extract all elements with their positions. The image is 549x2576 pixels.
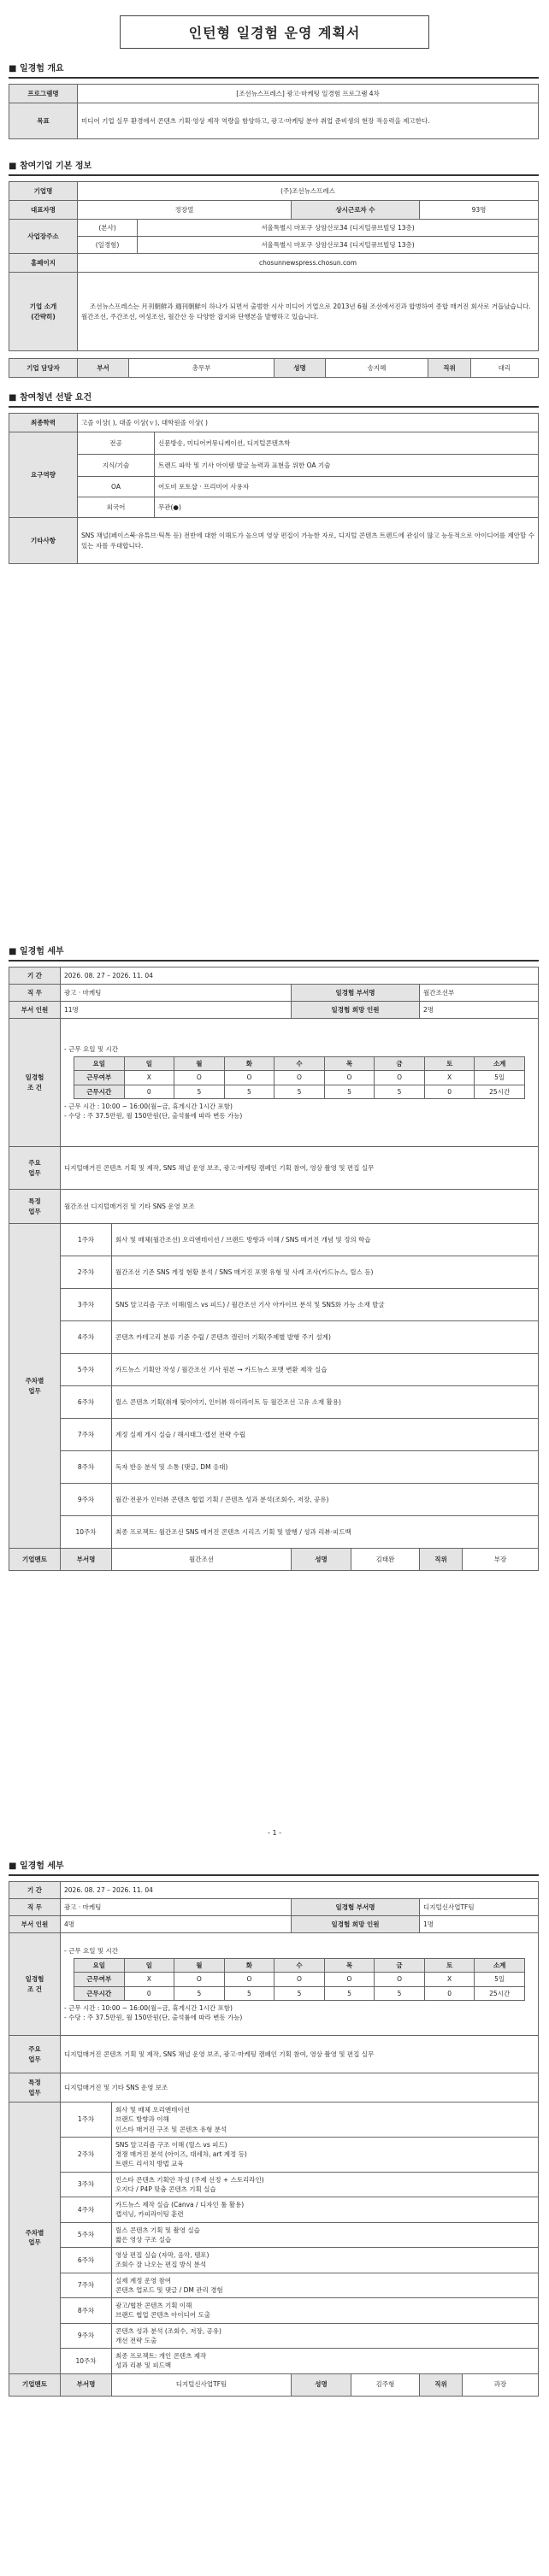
week-label: 9주차 [61, 1484, 112, 1516]
label-count: 부서 인원 [9, 1002, 61, 1019]
label-staff: 상시근로자 수 [292, 201, 420, 220]
plan1-table [9, 967, 539, 1571]
req-skill: 트렌드 파악 및 기사 아이템 발굴 능력과 표현을 위한 OA 기술 [155, 455, 539, 477]
label-company-name: 기업명 [9, 182, 78, 201]
day-cell: 요일 [74, 1959, 125, 1973]
section-requirements-heading: ■ 참여청년 선발 요건 [9, 390, 549, 403]
work-hours-cell: 5 [274, 1986, 325, 2000]
week-task: 최종 프로젝트: 월간조선 SNS 매거진 콘텐츠 시리즈 기획 및 발행 / 성과 리뷰·피드백 [112, 1516, 539, 1549]
period: 2026. 08. 27 – 2026. 11. 04 [61, 967, 539, 985]
page-2 [0, 940, 549, 1846]
label-dept: 일경험 부서명 [292, 985, 420, 1002]
section-company-heading: ■ 참여기업 기본 정보 [9, 158, 549, 171]
req-major-tag: 전공 [78, 432, 155, 455]
week-label: 4주차 [61, 2197, 112, 2223]
label-mentor-dept: 부서명 [61, 1549, 112, 1571]
req-oa: 어도비 포토샵 · 프리미어 사용자 [155, 477, 539, 497]
label-goal: 목표 [9, 103, 78, 139]
company-intro: 조선뉴스프레스는 月刊朝鮮과 週刊朝鮮이 하나가 되면서 출범한 시사 미디어 기업으로 2013년 6월 조선에서진과 합병하여 종합 매거진 회사로 거듭났습니다. 월간조선, 주간조선, 여성조선, 월간산 등 다양한 잡지와 단행본을 발행하고 있습니다. [78, 273, 539, 351]
work-hours-cell: 근무시간 [74, 1085, 125, 1098]
address-hq: 서울특별시 마포구 상암산로34 (디지털큐브빌딩 13층) [138, 220, 539, 237]
label-job: 직 무 [9, 985, 61, 1002]
day-cell: 수 [274, 1057, 325, 1071]
work-hours-cell: 5 [375, 1085, 425, 1098]
cond-pay: - 수당 : 주 37.5만원, 월 150만원(단, 출석률에 따라 변동 가능) [64, 2014, 243, 2021]
work-flag-cell: O [224, 1973, 274, 1986]
work-flag-cell: 5일 [475, 1973, 525, 1986]
page-3 [0, 1855, 549, 2576]
manager-position: 대리 [471, 359, 539, 378]
label-mgr-pos: 직위 [428, 359, 471, 378]
day-cell: 월 [174, 1057, 225, 1071]
week-label: 8주차 [61, 2298, 112, 2324]
week-task: 회사 및 매체 오리엔테이션 브랜드 방향과 이해 인스타 매거진 구조 및 콘텐츠 유형 분석 [112, 2103, 539, 2138]
req-lang-tag: 외국어 [78, 497, 155, 518]
education: 고졸 이상( ), 대졸 이상(ｖ), 대학원졸 이상( ) [78, 414, 539, 432]
work-flag-cell: O [274, 1071, 325, 1085]
week-label: 4주차 [61, 1321, 112, 1354]
day-cell: 수 [274, 1959, 325, 1973]
work-hours-cell: 5 [324, 1085, 375, 1098]
section-plan1-heading: ■ 일경험 세부 [9, 944, 549, 956]
week-task: 콘텐츠 성과 분석 (조회수, 저장, 공유) 개선 전략 도출 [112, 2323, 539, 2349]
day-cell: 소계 [475, 1959, 525, 1973]
label-website: 홈페이지 [9, 254, 78, 273]
week-label: 10주차 [61, 1516, 112, 1549]
divider [9, 960, 539, 962]
cond-pay: - 수당 : 주 37.5만원, 월 150만원(단, 출석률에 따라 변동 가능) [64, 1112, 243, 1120]
staff-count: 93명 [420, 201, 539, 220]
work-flag-cell: O [324, 1071, 375, 1085]
divider [9, 77, 539, 79]
week-task: 회사 및 매체(월간조선) 오리엔테이션 / 브랜드 방향과 이해 / SNS 매거진 개념 및 정의 학습 [112, 1224, 539, 1256]
work-hours-cell: 25시간 [475, 1986, 525, 2000]
dept: 월간조선부 [420, 985, 539, 1002]
hire-count: 1명 [420, 1916, 539, 1933]
hire-count: 2명 [420, 1002, 539, 1019]
week-label: 9주차 [61, 2323, 112, 2349]
req-major: 신문방송, 미디어커뮤니케이션, 디지털콘텐츠학 [155, 432, 539, 455]
dept-count: 11명 [61, 1002, 292, 1019]
label-weekly: 주차별 업무 [9, 1224, 61, 1549]
week-label: 3주차 [61, 2172, 112, 2197]
day-cell: 목 [324, 1959, 375, 1973]
work-hours-cell: 5 [174, 1986, 225, 2000]
work-flag-cell: O [174, 1973, 225, 1986]
work-flag-cell: X [424, 1973, 475, 1986]
work-hours-cell: 5 [224, 1085, 274, 1098]
dept-count: 4명 [61, 1916, 292, 1933]
week-task: 콘텐츠 카테고리 분류 기준 수립 / 콘텐츠 캘린더 기획(주제별 발행 주기 설계) [112, 1321, 539, 1354]
label-weekly: 주차별 업무 [9, 2103, 61, 2374]
week-label: 5주차 [61, 2222, 112, 2248]
label-address: 사업장주소 [9, 220, 78, 254]
cond-time: - 근무 시간 : 10:00 ~ 16:00(월~금, 휴게시간 1시간 포함) [64, 2003, 233, 2012]
period: 2026. 08. 27 – 2026. 11. 04 [61, 1882, 539, 1899]
work-flag-cell: O [324, 1973, 375, 1986]
work-hours-cell: 0 [124, 1085, 174, 1098]
work-flag-cell: 근무여부 [74, 1973, 125, 1986]
work-hours-cell: 25시간 [475, 1085, 525, 1098]
cond-time: - 근무 시간 : 10:00 ~ 16:00(월~금, 휴게시간 1시간 포함) [64, 1102, 233, 1110]
work-flag-cell: X [124, 1071, 174, 1085]
program-name: [조선뉴스프레스] 광고·마케팅 일경험 프로그램 4차 [78, 85, 539, 103]
work-hours-cell: 0 [424, 1986, 475, 2000]
mentor-position: 부장 [463, 1549, 539, 1571]
day-cell: 금 [375, 1057, 425, 1071]
work-hours-cell: 5 [224, 1986, 274, 2000]
day-cell: 월 [174, 1959, 225, 1973]
label-hire: 일경험 희망 인원 [292, 1916, 420, 1933]
dept: 디지털신사업TF팀 [420, 1899, 539, 1916]
plan2-table [9, 1881, 539, 2397]
label-conditions: 일경험 조 건 [9, 1933, 61, 2036]
week-label: 7주차 [61, 1419, 112, 1451]
week-label: 6주차 [61, 1386, 112, 1419]
job: 광고 · 마케팅 [61, 985, 292, 1002]
week-label: 1주차 [61, 1224, 112, 1256]
page-number: - 1 - [268, 1829, 281, 1837]
week-task: 릴스 콘텐츠 기획(취재 뒷이야기, 인터뷰 하이라이트 등 월간조선 고유 소재 활용) [112, 1386, 539, 1419]
job: 광고 · 마케팅 [61, 1899, 292, 1916]
req-skill-tag: 지식/기술 [78, 455, 155, 477]
address-hq-tag: (본사) [78, 220, 138, 237]
label-mentor-name: 성명 [292, 2373, 351, 2396]
work-hours-cell: 근무시간 [74, 1986, 125, 2000]
label-special-duty: 특정 업무 [9, 2073, 61, 2103]
work-hours-cell: 0 [124, 1986, 174, 2000]
work-flag-cell: X [124, 1973, 174, 1986]
requirements-table [9, 413, 539, 564]
week-label: 1주차 [61, 2103, 112, 2138]
label-manager: 기업 담당자 [9, 359, 78, 378]
week-label: 2주차 [61, 2137, 112, 2172]
schedule-table [74, 1958, 525, 2001]
page-1 [0, 0, 549, 932]
cond-title: - 근무 요일 및 시간 [64, 1044, 118, 1053]
week-task: 영상 편집 실습 (자막, 음악, 템포) 조회수 잘 나오는 편집 방식 분석 [112, 2248, 539, 2273]
label-mentor: 기업멘토 [9, 1549, 61, 1571]
week-task: SNS 알고리즘 구조 이해 (릴스 vs 피드) 경쟁 매거진 분석 (아이즈, 대세차, art 계정 등) 트렌드 리서치 방법 교육 [112, 2137, 539, 2172]
day-cell: 목 [324, 1057, 375, 1071]
label-special-duty: 특정 업무 [9, 1190, 61, 1224]
cond-title: - 근무 요일 및 시간 [64, 1946, 118, 1955]
address-work: 서울특별시 마포구 상암산로34 (디지털큐브빌딩 13층) [138, 237, 539, 254]
document-title: 인턴형 일경험 운영 계획서 [120, 15, 429, 49]
week-task: SNS 알고리즘 구조 이해(릴스 vs 피드) / 월간조선 기사 아카이브 분석 및 SNS화 가능 소재 발굴 [112, 1289, 539, 1321]
manager-name: 송지혜 [326, 359, 428, 378]
label-count: 부서 인원 [9, 1916, 61, 1933]
week-label: 3주차 [61, 1289, 112, 1321]
week-task: 광고/협찬 콘텐츠 기획 이해 브랜드 협업 콘텐츠 아이디어 도출 [112, 2298, 539, 2324]
label-main-duty: 주요 업무 [9, 1147, 61, 1190]
main-duty: 디지털매거진 콘텐츠 기획 및 제작, SNS 채널 운영 보조, 광고·마케팅 캠페인 기획 참여, 영상 촬영 및 편집 실무 [61, 2036, 539, 2073]
work-flag-cell: O [274, 1973, 325, 1986]
week-task: 계정 실제 게시 실습 / 해시태그·캡션 전략 수립 [112, 1419, 539, 1451]
mentor-dept: 월간조선 [112, 1549, 292, 1571]
work-hours-cell: 0 [424, 1085, 475, 1098]
label-mgr-name: 성명 [274, 359, 326, 378]
label-mentor: 기업멘토 [9, 2373, 61, 2396]
mentor-position: 과장 [463, 2373, 539, 2396]
etc-text: SNS 채널(페이스북·유튜브·틱톡 등) 전반에 대한 이해도가 높으며 영상 편집이 가능한 자로, 디지털 콘텐츠 트렌드에 관심이 많고 능동적으로 아이디어를 제안할 수 있는 자를 우대합니다. [78, 518, 539, 564]
week-task: 릴스 콘텐츠 기획 및 촬영 실습 짧은 영상 구조 실습 [112, 2222, 539, 2248]
section-plan2-heading: ■ 일경험 세부 [9, 1858, 549, 1871]
label-hire: 일경험 희망 인원 [292, 1002, 420, 1019]
day-cell: 화 [224, 1057, 274, 1071]
label-education: 최종학력 [9, 414, 78, 432]
week-task: 월간조선 기존 SNS 게정 현황 분석 / SNS 매거진 포맷 유형 및 사례 조사(카드뉴스, 릴스 등) [112, 1256, 539, 1289]
week-task: 카드뉴스 제작 실습 (Canva / 디자인 툴 활용) 캡셔닝, 카피라이팅 훈련 [112, 2197, 539, 2223]
work-flag-cell: O [224, 1071, 274, 1085]
work-flag-cell: X [424, 1071, 475, 1085]
label-competency: 요구역량 [9, 432, 78, 518]
day-cell: 금 [375, 1959, 425, 1973]
divider [9, 1874, 539, 1876]
work-flag-cell: O [375, 1071, 425, 1085]
work-flag-cell: O [375, 1973, 425, 1986]
company-name: (주)조선뉴스프레스 [78, 182, 539, 201]
week-task: 독자 반응 분석 및 소통 (댓글, DM 응대) [112, 1451, 539, 1484]
work-hours-cell: 5 [375, 1986, 425, 2000]
mentor-name: 김태완 [351, 1549, 420, 1571]
conditions [61, 1019, 539, 1147]
day-cell: 토 [424, 1959, 475, 1973]
overview-table [9, 84, 539, 139]
website-link[interactable]: chosunnewspress.chosun.com [78, 254, 539, 273]
label-dept: 일경험 부서명 [292, 1899, 420, 1916]
req-oa-tag: OA [78, 477, 155, 497]
week-label: 5주차 [61, 1354, 112, 1386]
mentor-name: 김주형 [351, 2373, 420, 2396]
req-lang: 무관(●) [155, 497, 539, 518]
day-cell: 소계 [475, 1057, 525, 1071]
day-cell: 요일 [74, 1057, 125, 1071]
week-task: 실제 계정 운영 참여 콘텐츠 업로드 및 댓글 / DM 관리 경험 [112, 2273, 539, 2298]
work-flag-cell: O [174, 1071, 225, 1085]
label-ceo: 대표자명 [9, 201, 78, 220]
day-cell: 토 [424, 1057, 475, 1071]
conditions [61, 1933, 539, 2036]
work-hours-cell: 5 [174, 1085, 225, 1098]
work-flag-cell: 근무여부 [74, 1071, 125, 1085]
label-mentor-pos: 직위 [420, 2373, 463, 2396]
work-hours-cell: 5 [274, 1085, 325, 1098]
label-main-duty: 주요 업무 [9, 2036, 61, 2073]
label-mentor-pos: 직위 [420, 1549, 463, 1571]
work-flag-cell: 5일 [475, 1071, 525, 1085]
day-cell: 일 [124, 1959, 174, 1973]
label-mentor-dept: 부서명 [61, 2373, 112, 2396]
label-intro: 기업 소개 (간략히) [9, 273, 78, 351]
label-mgr-dept: 부서 [78, 359, 129, 378]
section-overview-heading: ■ 일경험 개요 [9, 61, 549, 74]
divider [9, 174, 539, 176]
main-duty: 디지털매거진 콘텐츠 기획 및 제작, SNS 채널 운영 보조, 광고·마케팅 캠페인 기획 참여, 영상 촬영 및 편집 실무 [61, 1147, 539, 1190]
schedule-table [74, 1056, 525, 1099]
label-etc: 기타사항 [9, 518, 78, 564]
label-job: 직 무 [9, 1899, 61, 1916]
week-label: 6주차 [61, 2248, 112, 2273]
goal-text: 미디어 기업 실무 환경에서 콘텐츠 기획·영상 제작 역량을 함양하고, 광고·마케팅 분야 취업 준비생의 현장 적응력을 제고한다. [78, 103, 539, 139]
label-conditions: 일경험 조 건 [9, 1019, 61, 1147]
company-table [9, 181, 539, 351]
week-task: 월간·전문가 인터뷰 콘텐츠 협업 기획 / 콘텐츠 성과 분석(조회수, 저장, 공유) [112, 1484, 539, 1516]
label-mentor-name: 성명 [292, 1549, 351, 1571]
label-program: 프로그램명 [9, 85, 78, 103]
manager-dept: 총무부 [129, 359, 274, 378]
ceo-name: 정장열 [78, 201, 292, 220]
week-label: 8주차 [61, 1451, 112, 1484]
week-task: 인스타 콘텐츠 기획안 작성 (주제 선정 + 스토리라인) 오지다 / P4P 맞춤 콘텐츠 기획 실습 [112, 2172, 539, 2197]
week-label: 7주차 [61, 2273, 112, 2298]
manager-table [9, 358, 539, 378]
day-cell: 화 [224, 1959, 274, 1973]
work-hours-cell: 5 [324, 1986, 375, 2000]
week-label: 2주차 [61, 1256, 112, 1289]
label-period: 기 간 [9, 967, 61, 985]
divider [9, 406, 539, 408]
label-period: 기 간 [9, 1882, 61, 1899]
special-duty: 월간조선 디지털매거진 및 기타 SNS 운영 보조 [61, 1190, 539, 1224]
day-cell: 일 [124, 1057, 174, 1071]
week-task: 최종 프로젝트: 개인 콘텐츠 제작 성과 리뷰 및 피드백 [112, 2349, 539, 2374]
address-work-tag: (일경험) [78, 237, 138, 254]
mentor-dept: 디지털신사업TF팀 [112, 2373, 292, 2396]
week-task: 카드뉴스 기획안 작성 / 월간조선 기사 원본 → 카드뉴스 포맷 변환 제작 실습 [112, 1354, 539, 1386]
week-label: 10주차 [61, 2349, 112, 2374]
special-duty: 디지털매거진 및 기타 SNS 운영 보조 [61, 2073, 539, 2103]
